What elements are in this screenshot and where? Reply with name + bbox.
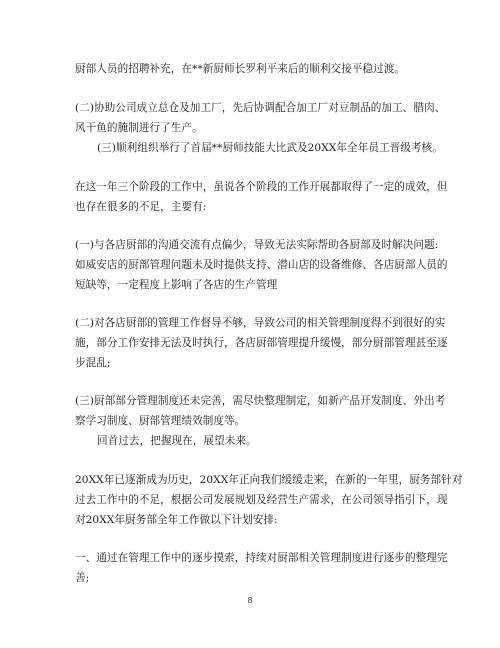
paragraph-line: 回首过去，把握现在，展望未来。 bbox=[97, 435, 257, 447]
paragraph-line: 短缺等，一定程度上影响了各店的生产管理 bbox=[75, 279, 278, 291]
paragraph-line: 对20XX年厨务部全年工作做以下计划安排: bbox=[75, 514, 278, 526]
paragraph-line: (三)厨部部分管理制度还未完善，需尽快整理制定，如新产品开发制度、外出考 bbox=[75, 395, 446, 407]
paragraph-line: 一、通过在管理工作中的逐步摸索，持续对厨部相关管理制度进行逐步的整理完 bbox=[75, 552, 448, 564]
paragraph-line: 施，部分工作安排无法及时执行，各店厨部管理提升缓慢，部分厨部管理甚至逐 bbox=[75, 337, 448, 349]
paragraph-line: (一)与各店厨部的沟通交流有点偏少，导致无法实际帮助各厨部及时解决问题: bbox=[75, 239, 439, 251]
paragraph-line: (三)顺利组织举行了首届**厨师技能大比武及20XX年全年员工晋级考核。 bbox=[97, 142, 443, 154]
paragraph-line: 在这一年三个阶段的工作中，虽说各个阶段的工作开展都取得了一定的成效，但 bbox=[75, 181, 448, 193]
paragraph-line: 察学习制度、厨部管理绩效制度等。 bbox=[75, 415, 246, 427]
page-number: 8 bbox=[247, 596, 253, 605]
paragraph-line: 过去工作中的不足，根据公司发展规划及经营生产需求，在公司领导指引下，现 bbox=[75, 494, 448, 506]
paragraph-line: 厨部人员的招聘补充，在**新厨师长罗利平来后的顺利交接平稳过渡。 bbox=[75, 63, 406, 75]
paragraph-line: 善; bbox=[75, 572, 90, 584]
paragraph-line: 步混乱; bbox=[75, 357, 111, 369]
paragraph-line: 20XX年已逐渐成为历史，20XX年正向我们缓缓走来，在新的一年里，厨务部针对 bbox=[75, 474, 463, 486]
paragraph-line: 如威安店的厨部管理问题未及时提供支持、潜山店的设备维修、各店厨部人员的 bbox=[75, 259, 448, 271]
paragraph-line: 风干鱼的腌制进行了生产。 bbox=[75, 122, 203, 134]
paragraph-line: (二)对各店厨部的管理工作督导不够，导致公司的相关管理制度得不到很好的实 bbox=[75, 317, 446, 329]
paragraph-line: (二)协助公司成立总仓及加工厂，先后协调配合加工厂对豆制品的加工、腊肉、 bbox=[75, 102, 446, 114]
paragraph-line: 也存在很多的不足，主要有: bbox=[75, 201, 207, 213]
